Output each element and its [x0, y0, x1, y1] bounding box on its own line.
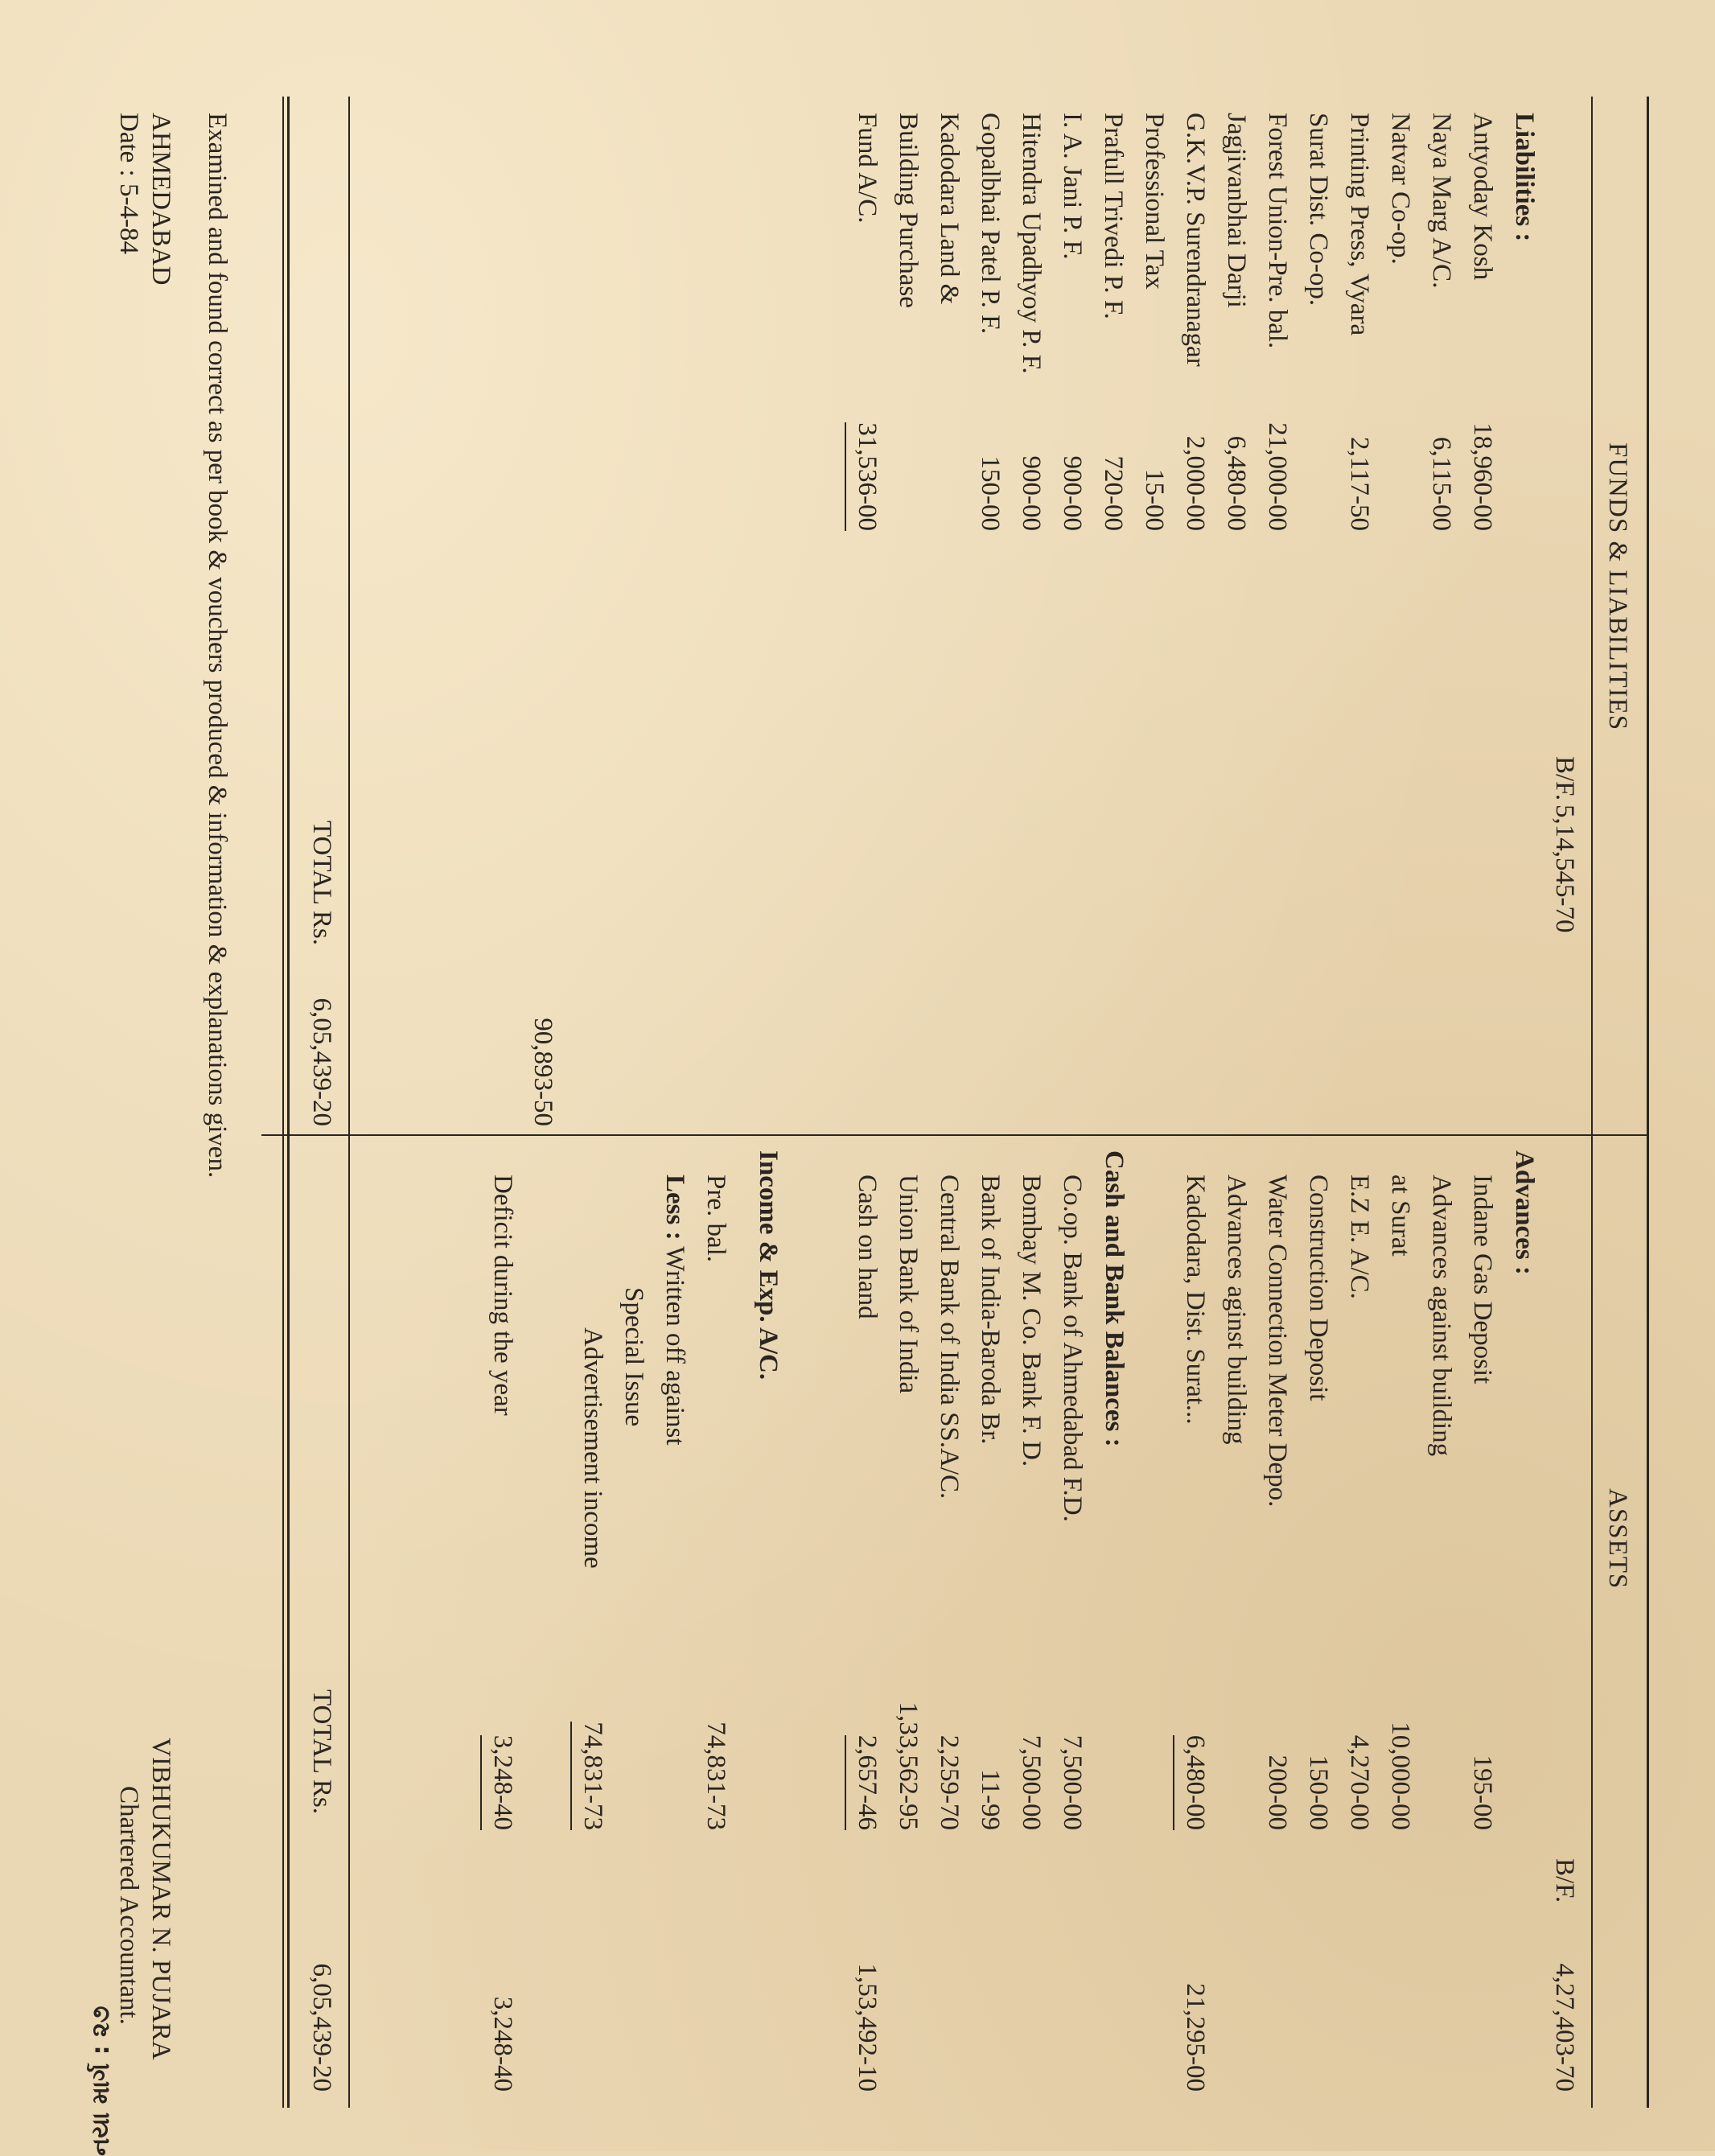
cash-amount: 2,657-46 [845, 1735, 887, 1830]
liability-label: Natvar Co-op. [1386, 113, 1415, 265]
liability-amount: 21,000-00 [1263, 422, 1292, 531]
assets-header: ASSETS [1603, 1488, 1632, 1590]
advertisement-label: Advertisement income [578, 1327, 607, 1569]
total-top-rule [348, 97, 350, 2108]
pre-bal-label: Pre. bal. [701, 1175, 730, 1263]
liabilities-total-label: TOTAL Rs. [307, 821, 336, 946]
cash-amount: 1,33,562-95 [894, 1701, 923, 1830]
liability-label: Printing Press, Vyara [1345, 113, 1374, 336]
liability-label: Naya Marg A/C. [1427, 113, 1456, 289]
liability-amount: 31,536-00 [845, 422, 887, 531]
assets-bf-label: B/F. [1550, 1858, 1579, 1903]
liability-label: Professional Tax [1140, 113, 1169, 290]
cash-label: Cash on hand [853, 1175, 882, 1319]
liability-label: Building Purchase [894, 113, 923, 308]
liability-label: Prafull Trivedi P. F. [1099, 113, 1128, 319]
assets-total-label: TOTAL Rs. [307, 1689, 336, 1815]
advance-label: Advances against building [1427, 1175, 1456, 1457]
cash-label: Co.op. Bank of Ahmedabad F.D. [1058, 1175, 1087, 1522]
liability-label: Gopalbhai Patel P. F. [976, 113, 1005, 335]
column-divider [261, 1134, 1649, 1136]
liability-label: Hitendra Upadhyoy P. F. [1017, 113, 1046, 374]
auditor-title: Chartered Accountant. [114, 1786, 143, 2025]
liab-bf-label: B/F. [1550, 756, 1579, 801]
liab-bf-value: 5,14,545-70 [1550, 804, 1579, 933]
liability-amount: 6,115-00 [1427, 436, 1456, 531]
audit-note: Examined and found correct as per book & vouchers produced & information & explanations given. [203, 113, 232, 1179]
advance-amount: 200-00 [1263, 1755, 1292, 1830]
liabilities-total-value: 6,05,439-20 [307, 998, 336, 1126]
cash-heading: Cash and Bank Balances : [1100, 1150, 1129, 1447]
special-issue-label: Special Issue [619, 1287, 648, 1427]
top-rule [1647, 97, 1649, 2108]
cash-label: Central Bank of India SS.A/C. [935, 1175, 964, 1500]
liabilities-subtotal: 90,893-50 [528, 1018, 557, 1126]
deficit-amount: 3,248-40 [480, 1735, 523, 1830]
cash-amount: 7,500-00 [1017, 1734, 1046, 1830]
cash-label: Union Bank of India [894, 1175, 923, 1394]
liability-label: Jagjivanbhai Darji [1222, 113, 1251, 308]
advance-amount: 6,480-00 [1173, 1735, 1215, 1830]
liability-amount: 15-00 [1140, 469, 1169, 531]
less-line [654, 1175, 695, 1446]
liability-label: Kadodara Land & [935, 113, 964, 305]
liability-label: Surat Dist. Co-op. [1304, 113, 1333, 307]
liability-amount: 150-00 [976, 455, 1005, 531]
liability-amount: 900-00 [1017, 455, 1046, 531]
advance-amount: 150-00 [1304, 1755, 1333, 1830]
liabilities-heading: Liabilities : [1510, 113, 1539, 242]
advance-label: Construction Deposit [1304, 1175, 1333, 1401]
liability-amount: 900-00 [1058, 455, 1087, 531]
advance-label: E.Z E. A/C. [1345, 1175, 1374, 1299]
cash-amount: 7,500-00 [1058, 1734, 1087, 1830]
liability-amount: 2,000-00 [1181, 435, 1210, 531]
deficit-label: Deficit during the year [488, 1175, 517, 1416]
assets-total-value: 6,05,439-20 [307, 1963, 336, 2092]
liability-label: G.K.V.P. Surendranagar [1181, 113, 1210, 367]
advance-amount: 195-00 [1468, 1755, 1497, 1830]
advance-label: at Surat [1386, 1175, 1415, 1257]
liability-label: Forest Union-Pre. bal. [1263, 113, 1292, 349]
advance-amount: 4,270-00 [1345, 1734, 1374, 1830]
balance-sheet [114, 97, 1649, 2108]
city: AHMEDABAD [146, 113, 175, 286]
date: Date : 5-4-84 [114, 113, 143, 254]
advertisement-amount: 74,831-73 [570, 1722, 613, 1830]
assets-bf-value: 4,27,403-70 [1550, 1963, 1579, 2092]
advances-heading: Advances : [1510, 1150, 1539, 1275]
liability-amount: 2,117-50 [1345, 436, 1374, 531]
funds-liabilities-header: FUNDS & LIABILITIES [1603, 442, 1632, 731]
pre-bal-amount: 74,831-73 [701, 1722, 730, 1830]
income-heading: Income & Exp. A/C. [754, 1150, 783, 1380]
advances-total: 21,295-00 [1181, 1983, 1210, 2092]
cash-amount: 2,259-70 [935, 1734, 964, 1830]
advance-label: Kadodara, Dist. Surat... [1181, 1175, 1210, 1425]
liability-amount: 6,480-00 [1222, 435, 1251, 531]
total-bottom-rule [287, 97, 290, 2108]
cash-label: Bombay M. Co. Bank F. D. [1017, 1175, 1046, 1467]
liability-label: Fund A/C. [853, 113, 882, 224]
cash-total: 1,53,492-10 [853, 1963, 882, 2092]
total-bottom-rule-2 [282, 97, 284, 2108]
deficit-total: 3,248-40 [488, 1996, 517, 2092]
cash-amount: 11-99 [976, 1769, 1005, 1830]
advance-label: Indane Gas Deposit [1468, 1175, 1497, 1385]
less-text: Written off against [660, 1246, 689, 1446]
advance-amount: 10,000-00 [1386, 1722, 1415, 1830]
liability-amount: 18,960-00 [1468, 422, 1497, 531]
liability-label: Antyoday Kosh [1468, 113, 1497, 281]
less-label: Less : [660, 1175, 689, 1241]
page-number: નયા માર્ગ : ૨૭ [87, 2006, 115, 2156]
advance-label: Advances aginst building [1222, 1175, 1251, 1445]
liability-amount: 720-00 [1099, 455, 1128, 531]
cash-label: Bank of India-Baroda Br. [976, 1175, 1005, 1445]
auditor-name: VIBHUKUMAR N. PUJARA [146, 1738, 175, 2060]
liability-label: I. A. Jani P. F. [1058, 113, 1087, 260]
header-rule [1591, 97, 1593, 2108]
advance-label: Water Connection Meter Depo. [1263, 1175, 1292, 1508]
